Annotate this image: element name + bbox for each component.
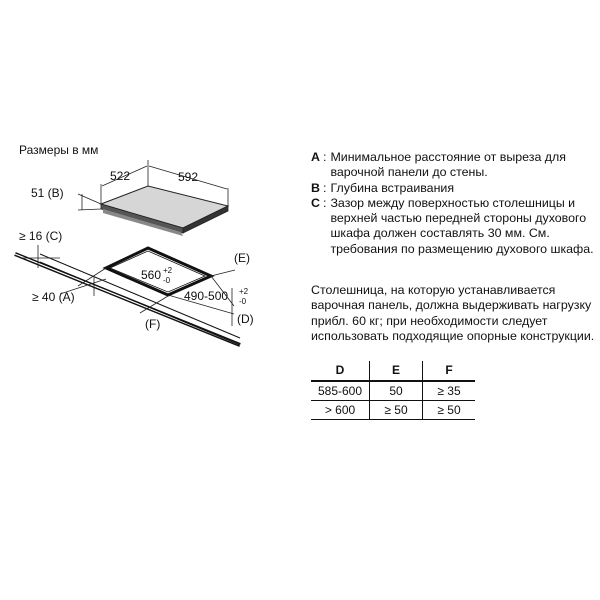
legend-key: B xyxy=(311,180,320,195)
legend xyxy=(311,150,596,257)
legend-text: Зазор между поверхностью столешницы и верхней частью передней стороны духового шкафа должен составлять 30 мм. См. требования по размещению духового шкафа. xyxy=(330,195,594,256)
table-header-f: F xyxy=(423,361,476,381)
legend-colon: : xyxy=(323,195,327,210)
units-caption: Размеры в мм xyxy=(19,143,99,157)
label-e: (E) xyxy=(234,251,250,265)
table-row xyxy=(311,381,475,401)
cutout-width-tol-lower: -0 xyxy=(163,276,171,285)
dim-gap-c: ≥ 16 (C) xyxy=(19,229,63,243)
cutout-depth-tol-upper: +2 xyxy=(239,287,249,296)
table-cell: ≥ 50 xyxy=(370,401,423,420)
dim-hob-depth: 522 xyxy=(110,169,131,183)
label-f: (F) xyxy=(145,317,161,331)
load-note: Столешница, на которую устанавливается варочная панель, должна выдерживать нагрузку прибл. 60 кг; при необходимости следует использовать подходящие опорные конструкции. xyxy=(311,283,595,343)
hob-panel xyxy=(101,186,228,236)
dim-hob-width: 592 xyxy=(178,170,199,184)
table-cell: 585-600 xyxy=(311,381,370,401)
table-cell: ≥ 35 xyxy=(423,381,476,401)
gap-table xyxy=(311,361,475,420)
legend-text: Глубина встраивания xyxy=(330,180,455,195)
legend-key: A xyxy=(311,150,320,164)
cutout-depth-tol-lower: -0 xyxy=(239,297,247,306)
table-row xyxy=(311,401,475,420)
cutout-width-tol-upper: +2 xyxy=(163,266,173,275)
table-cell: > 600 xyxy=(311,401,370,420)
table-header-e: E xyxy=(370,361,423,381)
label-d: (D) xyxy=(237,312,254,326)
dim-gap-a: ≥ 40 (A) xyxy=(32,290,75,304)
table-header-d: D xyxy=(311,361,370,381)
legend-item-a xyxy=(311,150,596,181)
cutout-width: 560 xyxy=(141,268,162,282)
table-cell: ≥ 50 xyxy=(423,401,476,420)
table-cell: 50 xyxy=(370,381,423,401)
table-header-row xyxy=(311,361,475,381)
legend-colon: : xyxy=(323,150,327,164)
cutout-depth: 490-500 xyxy=(184,289,229,303)
legend-text: Минимальное расстояние от выреза для варочной панели до стены. xyxy=(330,150,566,180)
legend-key: C xyxy=(311,195,320,210)
legend-item-c xyxy=(311,196,596,257)
legend-colon: : xyxy=(323,180,327,195)
legend-item-b xyxy=(311,181,596,196)
dim-height-b: 51 (B) xyxy=(31,186,64,200)
